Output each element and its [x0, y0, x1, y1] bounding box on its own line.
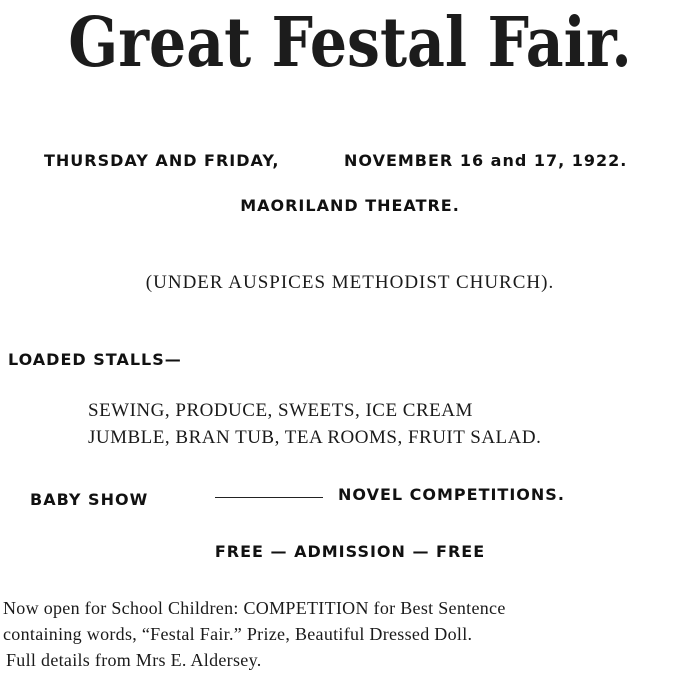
- novel-competitions: NOVEL COMPETITIONS.: [338, 485, 565, 504]
- competition-line-2: containing words, “Festal Fair.” Prize, Beautiful Dressed Doll.: [3, 624, 473, 644]
- venue: MAORILAND THEATRE.: [240, 196, 460, 215]
- stalls-heading: LOADED STALLS—: [8, 350, 182, 369]
- auspices: (UNDER AUSPICES METHODIST CHURCH).: [145, 272, 555, 293]
- competition-line-1: Now open for School Children: COMPETITION for Best Sentence: [3, 598, 506, 618]
- stalls-line-1: SEWING, PRODUCE, SWEETS, ICE CREAM: [88, 400, 473, 421]
- competition-line-3: Full details from Mrs E. Aldersey.: [6, 650, 262, 670]
- event-date: NOVEMBER 16 and 17, 1922.: [344, 151, 628, 170]
- admission: FREE — ADMISSION — FREE: [214, 542, 486, 561]
- event-days: THURSDAY AND FRIDAY,: [44, 151, 280, 170]
- separator-rule: [215, 497, 323, 498]
- baby-show: BABY SHOW: [30, 490, 149, 509]
- advert-headline: Great Festal Fair.: [68, 3, 632, 83]
- stalls-line-2: JUMBLE, BRAN TUB, TEA ROOMS, FRUIT SALAD.: [88, 427, 542, 448]
